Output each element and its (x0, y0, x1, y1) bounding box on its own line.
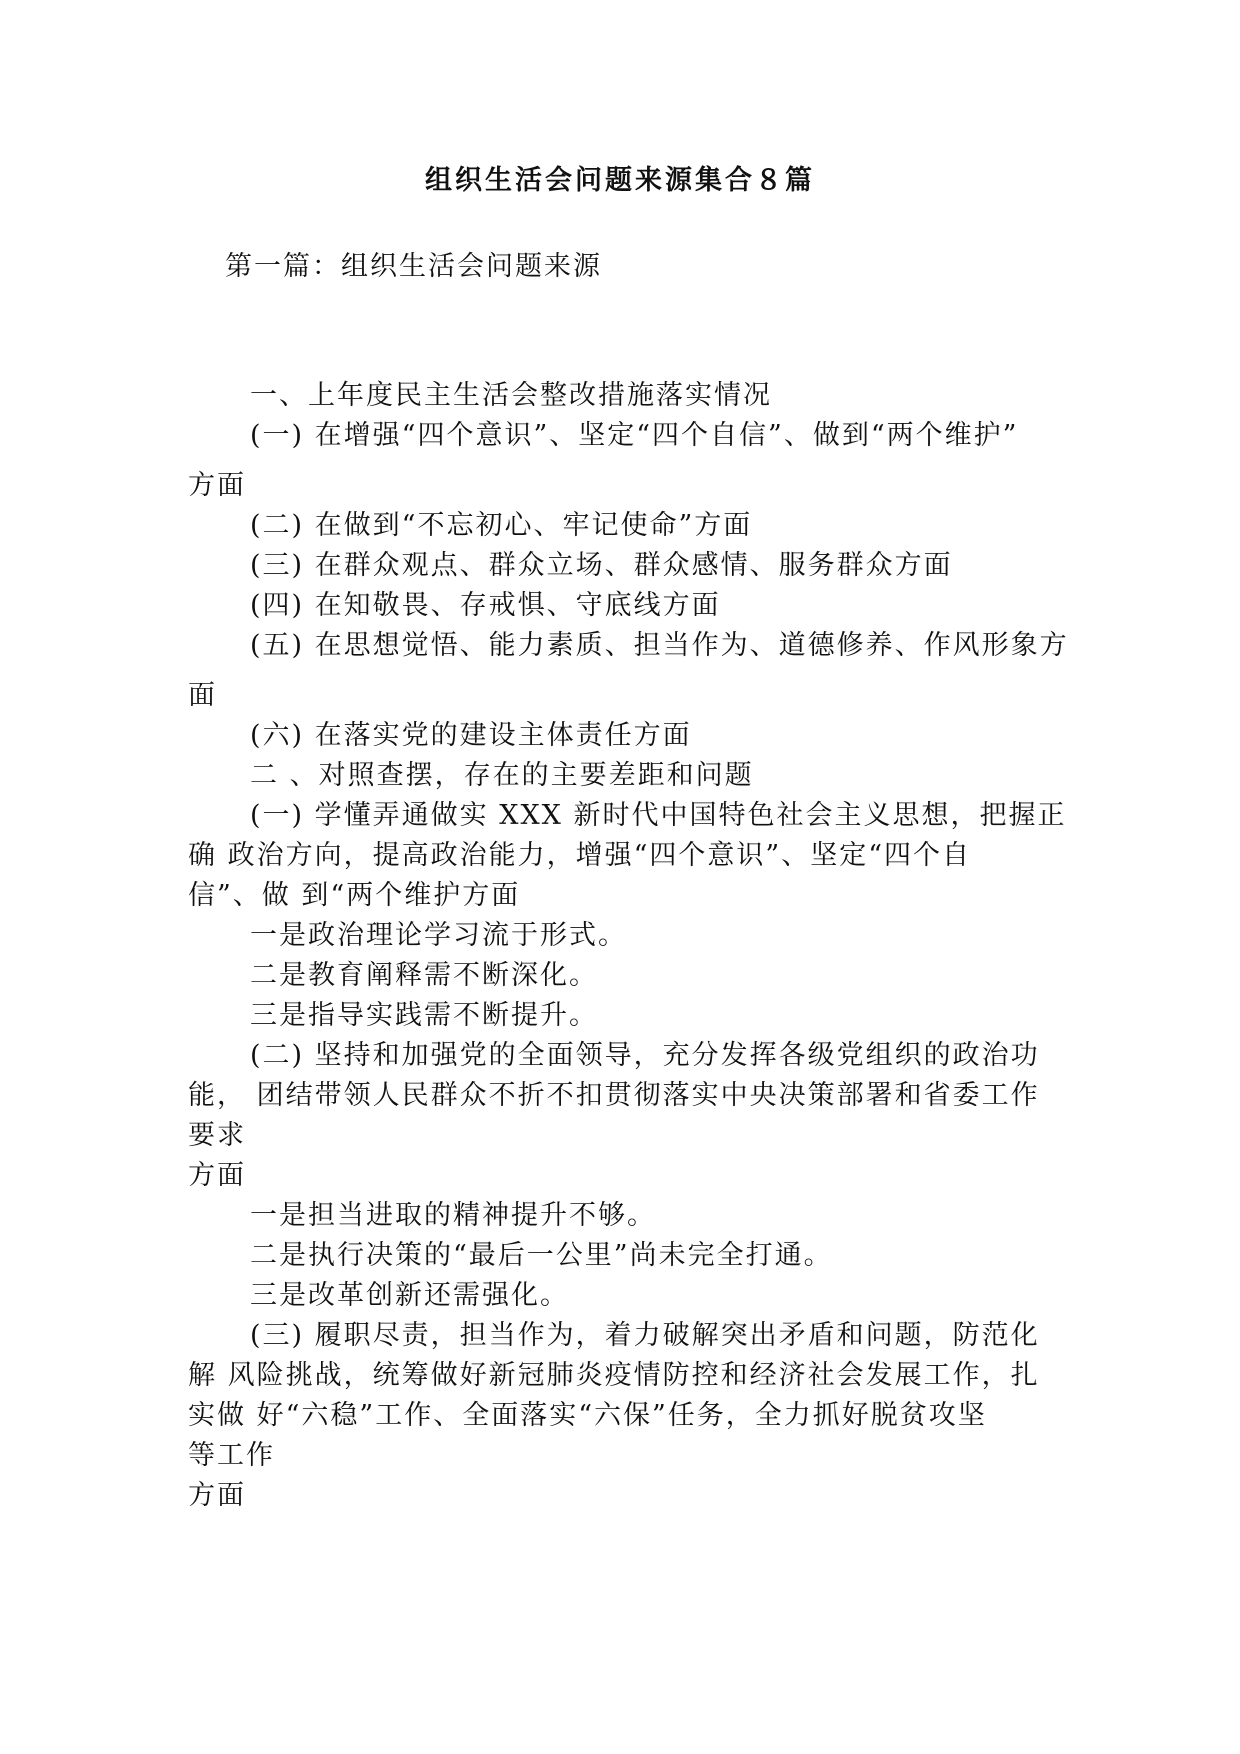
document-title: 组织生活会问题来源集合８篇 (425, 165, 815, 196)
text-line: 三是指导实践需不断提升。 (250, 1000, 598, 1031)
text-line: 二 、对照查摆，存在的主要差距和问题 (250, 760, 754, 791)
text-line: 二是教育阐释需不断深化。 (250, 960, 598, 991)
text-line: 解 风险挑战，统筹做好新冠肺炎疫情防控和经济社会发展工作，扎 (188, 1360, 1040, 1391)
text-line: (一) 学懂弄通做实 XXX 新时代中国特色社会主义思想，把握正 (250, 800, 1067, 831)
text-line: (二) 在做到“不忘初心、牢记使命”方面 (250, 510, 753, 541)
text-line: 三是改革创新还需强化。 (250, 1280, 569, 1311)
text-line: 一是政治理论学习流于形式。 (250, 920, 627, 951)
text-line: (三) 履职尽责，担当作为，着力破解突出矛盾和问题，防范化 (250, 1320, 1040, 1351)
document-body (188, 377, 1068, 1517)
text-line: 一、上年度民主生活会整改措施落实情况 (250, 380, 772, 411)
text-line: (五) 在思想觉悟、能力素质、担当作为、道德修养、作风形象方 (250, 630, 1069, 661)
text-line: (四) 在知敬畏、存戒惧、守底线方面 (250, 590, 721, 621)
text-line: 实做 好“六稳”工作、全面落实“六保”任务，全力抓好脱贫攻坚 (188, 1400, 987, 1431)
text-line: 能， 团结带领人民群众不折不扣贯彻落实中央决策部署和省委工作 (188, 1080, 1040, 1111)
text-line: 信”、做 到“两个维护方面 (188, 880, 521, 911)
text-line: 方面 (188, 470, 246, 501)
text-line: 一是担当进取的精神提升不够。 (250, 1200, 656, 1231)
text-line: (三) 在群众观点、群众立场、群众感情、服务群众方面 (250, 550, 953, 581)
text-line: (一) 在增强“四个意识”、坚定“四个自信”、做到“两个维护” (250, 420, 1019, 451)
text-line: (六) 在落实党的建设主体责任方面 (250, 720, 692, 751)
text-line: 等工作 (188, 1440, 275, 1471)
text-line: 方面 (188, 1480, 246, 1511)
text-line: (二) 坚持和加强党的全面领导，充分发挥各级党组织的政治功 (250, 1040, 1040, 1071)
text-line: 要求 (188, 1120, 246, 1151)
text-line: 二是执行决策的“最后一公里”尚未完全打通。 (250, 1240, 833, 1271)
text-line: 确 政治方向，提高政治能力，增强“四个意识”、坚定“四个自 (188, 840, 971, 871)
text-line: 面 (188, 680, 217, 711)
document-subtitle: 第一篇：组织生活会问题来源 (225, 251, 602, 282)
text-line: 方面 (188, 1160, 246, 1191)
